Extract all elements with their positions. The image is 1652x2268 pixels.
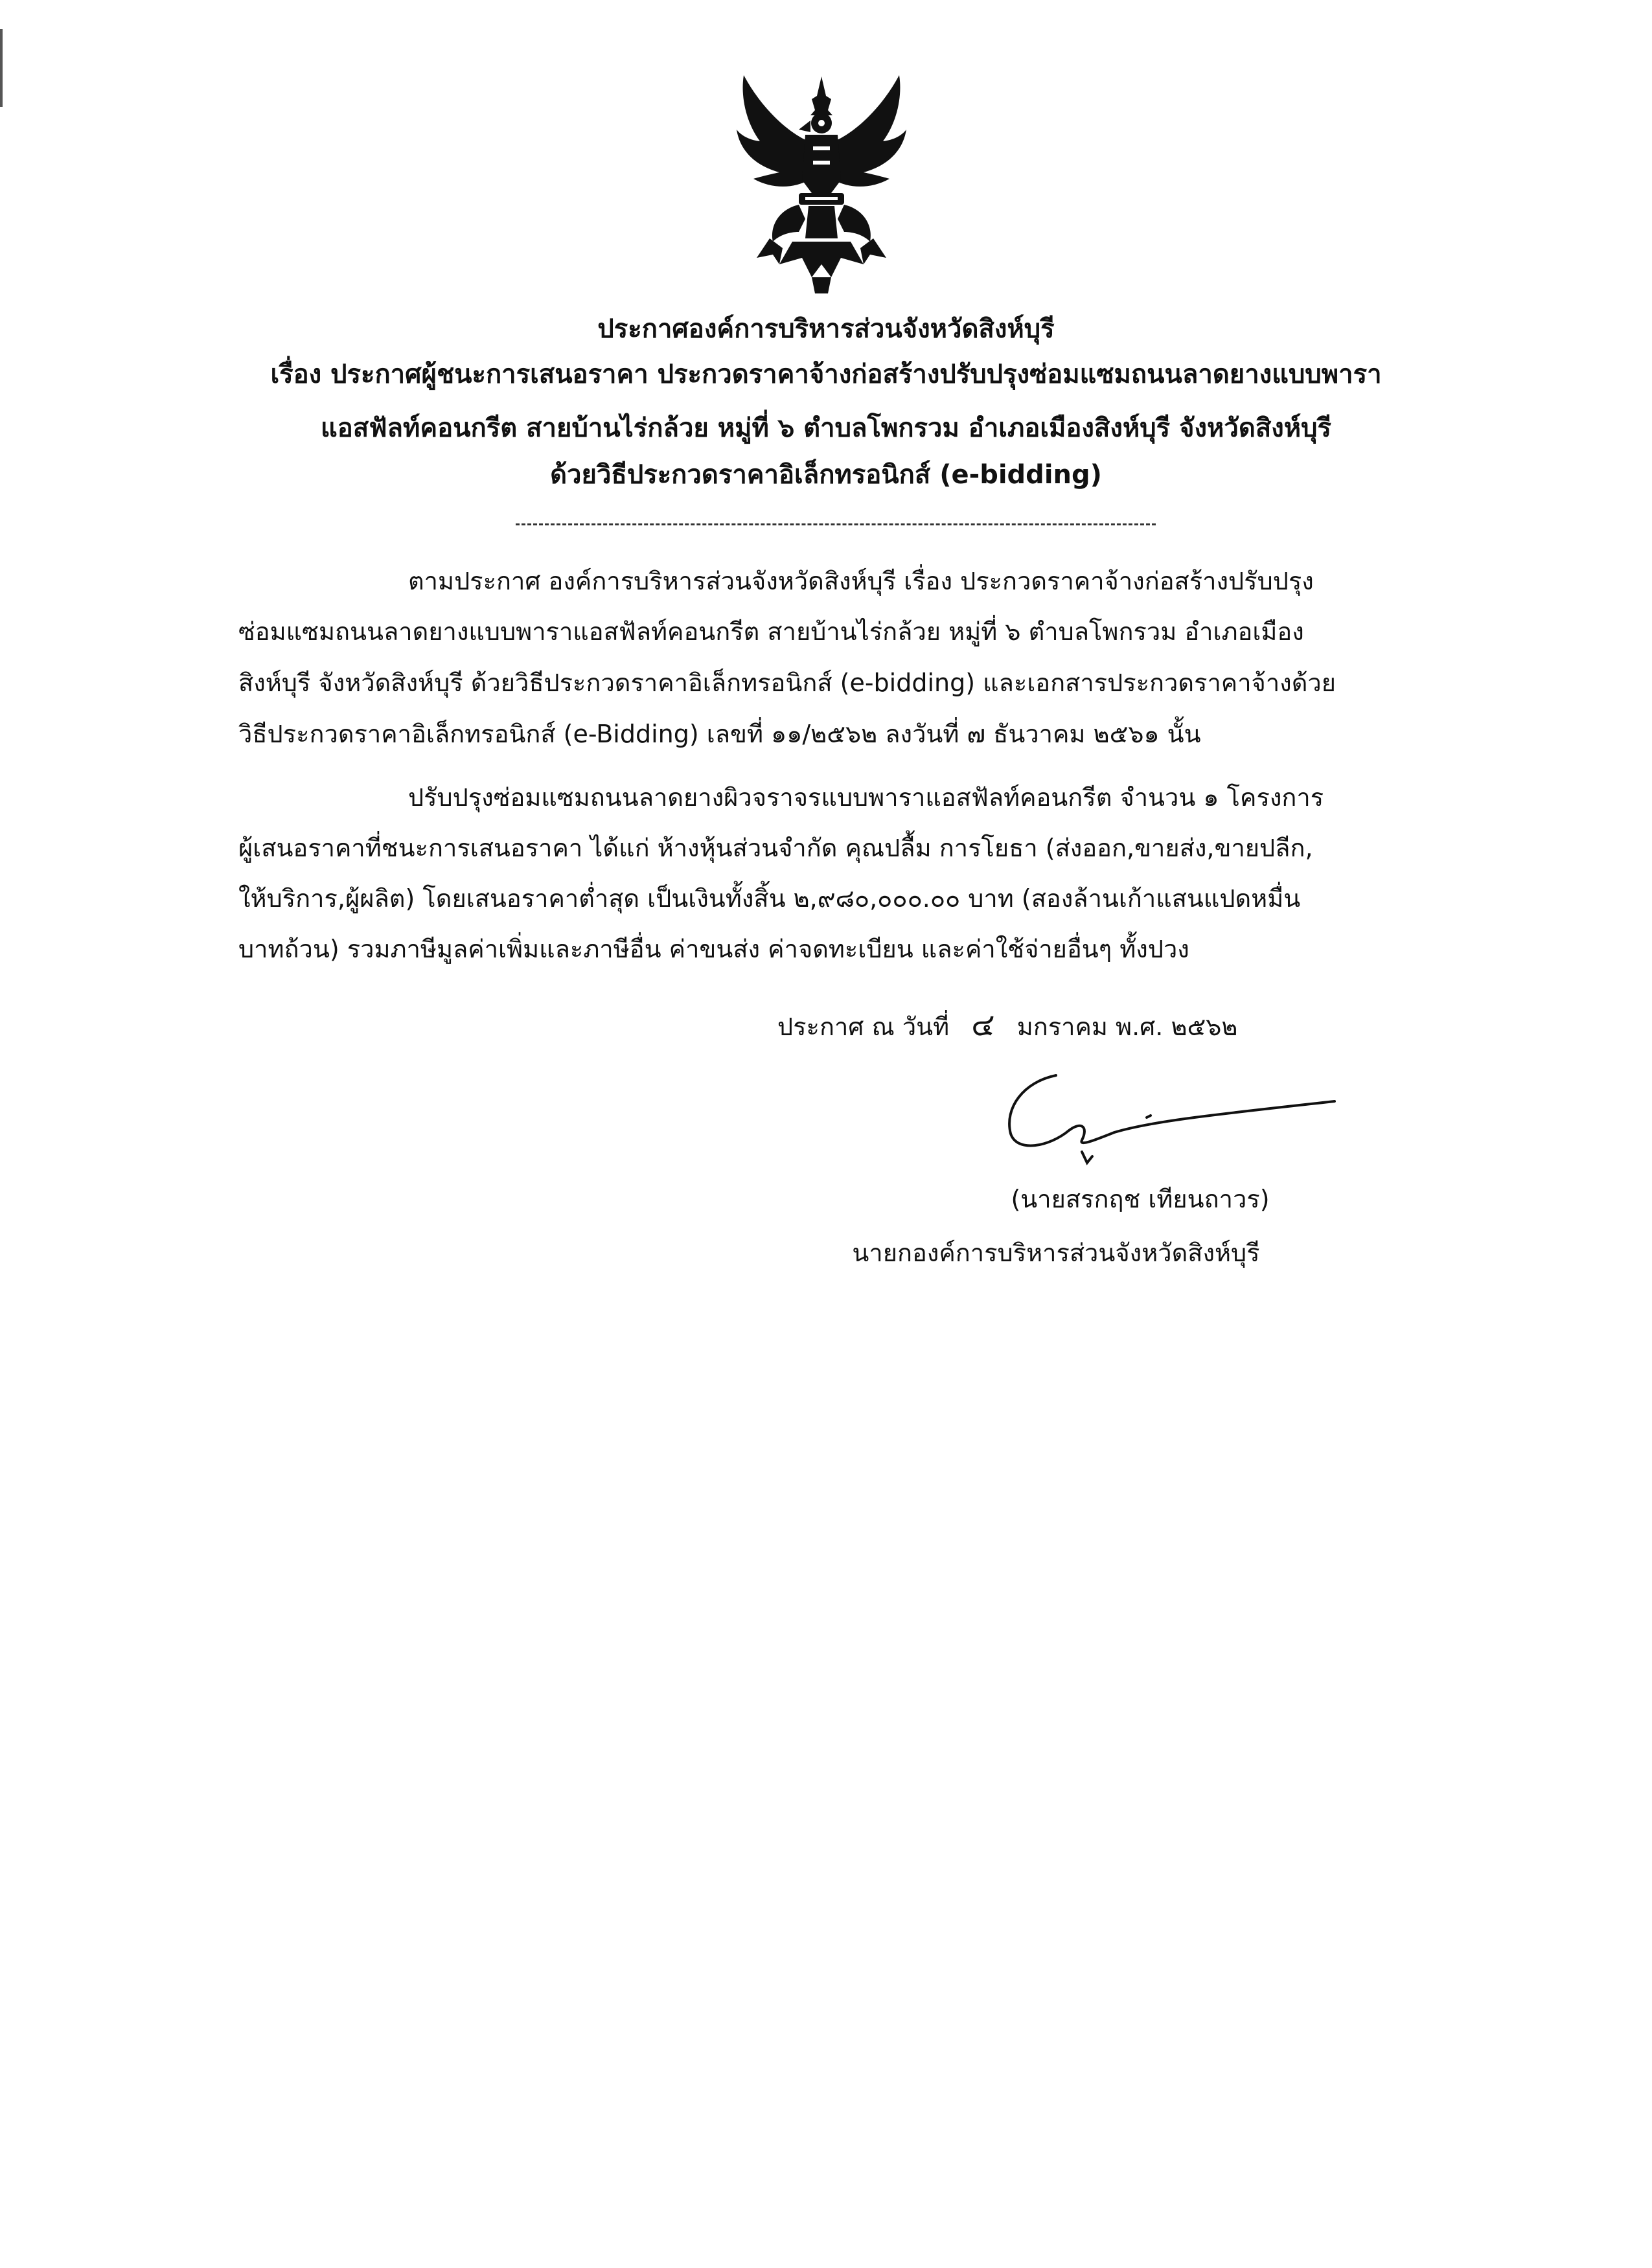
- header-line-3: แอสฟัลท์คอนกรีต สายบ้านไร่กล้วย หมู่ที่ ๖ ตำบลโพกรวม อำเภอเมืองสิงห์บุรี จังหวัดสิงห์บุรี: [320, 413, 1332, 443]
- announcement-subject: [162, 355, 1490, 394]
- announcement-date: [777, 1000, 1237, 1049]
- date-day: ๔: [971, 1007, 995, 1043]
- paragraph-2-line-4: บาทถ้วน) รวมภาษีมูลค่าเพิ่มและภาษีอื่น ค่าขนส่ง ค่าจดทะเบียน และค่าใช้จ่ายอื่นๆ ทั้งปวง: [238, 935, 1189, 963]
- date-prefix: ประกาศ ณ วันที่: [777, 1013, 950, 1041]
- signer-name: (นายสรกฤช เทียนถาวร): [1011, 1185, 1270, 1213]
- scan-edge-mark: [0, 29, 3, 107]
- paragraph-2-line-2: ผู้เสนอราคาที่ชนะการเสนอราคา ได้แก่ ห้างหุ้นส่วนจำกัด คุณปลื้ม การโยธา (ส่งออก,ขายส่ง,ขายปลีก,: [238, 834, 1313, 862]
- paragraph-2-line-3: ให้บริการ,ผู้ผลิต) โดยเสนอราคาต่ำสุด เป็นเงินทั้งสิ้น ๒,๙๘๐,๐๐๐.๐๐ บาท (สองล้านเก้าแสนแปดหมื่น: [238, 884, 1301, 913]
- date-month-year: มกราคม พ.ศ. ๒๕๖๒: [1016, 1013, 1238, 1041]
- header-line-2: เรื่อง ประกาศผู้ชนะการเสนอราคา ประกวดราคาจ้างก่อสร้างปรับปรุงซ่อมแซมถนนลาดยางแบบพารา: [270, 360, 1382, 389]
- announcement-subject-cont: [162, 409, 1490, 448]
- signer-position: นายกองค์การบริหารส่วนจังหวัดสิงห์บุรี: [852, 1239, 1260, 1267]
- header-line-1: ประกาศองค์การบริหารส่วนจังหวัดสิงห์บุรี: [597, 314, 1055, 344]
- paragraph-1-line-4: วิธีประกวดราคาอิเล็กทรอนิกส์ (e-Bidding) เลขที่ ๑๑/๒๕๖๒ ลงวันที่ ๗ ธันวาคม ๒๕๖๑ นั้น: [238, 720, 1201, 748]
- announcement-method: [162, 455, 1490, 494]
- paragraph-1-line-3: สิงห์บุรี จังหวัดสิงห์บุรี ด้วยวิธีประกวดราคาอิเล็กทรอนิกส์ (e-bidding) และเอกสารประกวดราคาจ้างด้วย: [238, 669, 1336, 697]
- handwritten-signature: [985, 1069, 1348, 1173]
- paragraph-1-line-1: ตามประกาศ องค์การบริหารส่วนจังหวัดสิงห์บุรี เรื่อง ประกวดราคาจ้างก่อสร้างปรับปรุง: [408, 567, 1314, 595]
- garuda-emblem-icon: [734, 70, 909, 293]
- announcement-title: [162, 310, 1490, 349]
- paragraph-1-line-2: ซ่อมแซมถนนลาดยางแบบพาราแอสฟัลท์คอนกรีต สายบ้านไร่กล้วย หมู่ที่ ๖ ตำบลโพกรวม อำเภอเมือง: [238, 617, 1304, 646]
- paragraph-2-line-1: ปรับปรุงซ่อมแซมถนนลาดยางผิวจราจรแบบพาราแอสฟัลท์คอนกรีต จำนวน ๑ โครงการ: [408, 783, 1324, 812]
- header-divider: [516, 523, 1156, 525]
- header-line-4: ด้วยวิธีประกวดราคาอิเล็กทรอนิกส์ (e-bidding): [550, 460, 1102, 490]
